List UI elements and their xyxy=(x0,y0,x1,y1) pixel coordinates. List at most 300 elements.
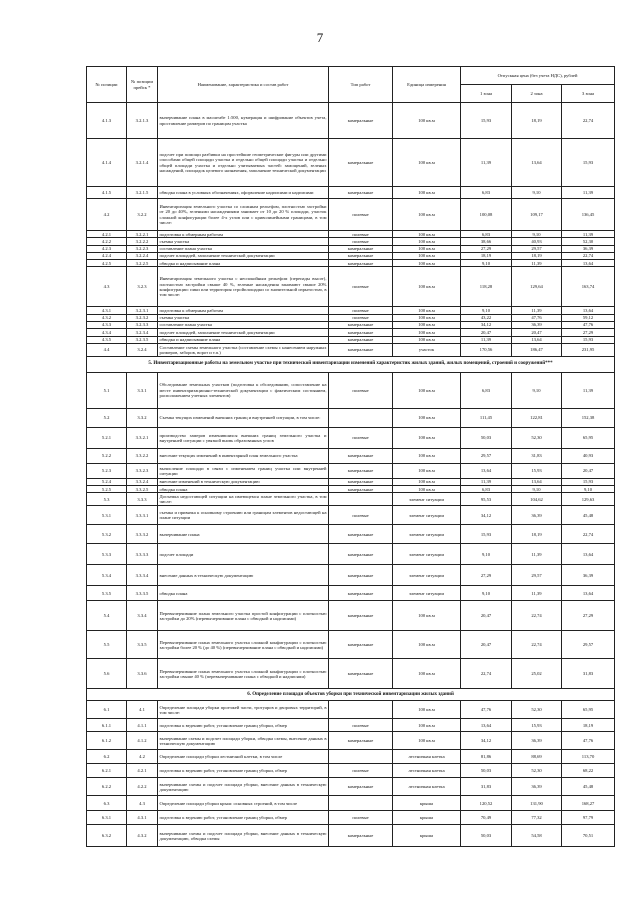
work-description-cell: внесение данных в техническую документацию xyxy=(158,565,329,586)
zone-3-price-cell: 65,95 xyxy=(562,427,615,448)
table-row xyxy=(87,260,615,267)
position-number-cell: 6.1.2 xyxy=(87,732,127,750)
work-type-cell: камеральные xyxy=(329,544,393,565)
unit-cell: элемент ситуации xyxy=(393,565,461,586)
zone-2-price-cell: 9,10 xyxy=(512,486,562,493)
position-number-cell: 6.1.1 xyxy=(87,719,127,732)
table-row xyxy=(87,245,615,252)
position-number-cell: 4.4 xyxy=(87,343,127,356)
position-number-cell: 4.3.5 xyxy=(87,336,127,343)
position-number-cell: 5.3.2 xyxy=(87,525,127,544)
table-row xyxy=(87,659,615,689)
work-type-cell: камеральные xyxy=(329,659,393,689)
work-description-cell: Обследование земельных участков (подготовка к обследованию, сопоставление на месте инвентаризационно-технической документации с фактическим состоянием, расположением учетных элементов) xyxy=(158,372,329,408)
unit-cell: 100 кв.м xyxy=(393,732,461,750)
work-description-cell: подготовка к обмерным работам xyxy=(158,231,329,238)
work-description-cell: Определение площади уборки крыш: основных строений, в том числе xyxy=(158,796,329,811)
work-description-cell: съемка и привязка к основному строению или границам элементов недостающей на плане ситуации xyxy=(158,506,329,525)
zone-2-price-cell: 15,93 xyxy=(512,719,562,732)
table-row xyxy=(87,307,615,314)
unit-cell: 100 кв.м xyxy=(393,245,461,252)
zone-1-price-cell: 13,64 xyxy=(461,719,512,732)
work-type-cell: камеральные xyxy=(329,321,393,328)
work-description-cell: Инвентаризация земельного участка со сложным рельефом, плотностью застройки от 20 до 40%, зелеными насаждениями занимает от 10 до 20 % площади, участок сложной конфигурации более 4-х углов или с криволинейными границами, в том числе: xyxy=(158,199,329,231)
unit-cell: 100 кв.м xyxy=(393,427,461,448)
work-description-cell: подготовка к обмерным работам xyxy=(158,307,329,314)
unit-cell: лестничная клетка xyxy=(393,764,461,778)
zone-2-price-cell: 18,19 xyxy=(512,525,562,544)
work-type-cell: камеральные xyxy=(329,260,393,267)
work-type-cell: полевые xyxy=(329,719,393,732)
unit-cell: 100 кв.м xyxy=(393,631,461,659)
zone-1-price-cell: 50,03 xyxy=(461,427,512,448)
work-type-cell: камеральные xyxy=(329,336,393,343)
work-type-cell: камеральные xyxy=(329,103,393,139)
price-list-position-cell: 4.2.1 xyxy=(127,764,158,778)
price-list-position-cell: 3.2.3.4 xyxy=(127,329,158,336)
zone-1-price-cell: 20,47 xyxy=(461,601,512,631)
work-description-cell: подсчет площадей, заполнение технической документации xyxy=(158,329,329,336)
work-description-cell: Досъемка недостающей ситуации на имеющемся плане земельного участка, в том числе: xyxy=(159,494,327,505)
table-row xyxy=(87,199,615,231)
price-list-position-cell: 3.3.3.3 xyxy=(127,544,158,565)
zone-1-price-cell: 18,19 xyxy=(461,252,512,259)
work-type-cell: камеральные xyxy=(329,245,393,252)
work-description-cell: производство замеров изменившихся внешних границ земельного участка и внутренней ситуации с увязкой вновь образованных углов xyxy=(158,427,329,448)
price-list-position-cell: 3.3.3.4 xyxy=(127,565,158,586)
work-description-cell: составление плана участка xyxy=(158,245,329,252)
zone-3-price-cell: 27,29 xyxy=(562,601,615,631)
work-type-cell: камеральные xyxy=(329,825,393,847)
price-list-position-cell: 3.3.2.2 xyxy=(127,448,158,463)
position-number-cell: 5.3.3 xyxy=(87,544,127,565)
position-number-cell: 5.5 xyxy=(87,631,127,659)
work-type-cell xyxy=(329,750,393,764)
unit-cell: элемент ситуации xyxy=(393,493,461,506)
table-row xyxy=(87,103,615,139)
zone-1-price-cell: 34,12 xyxy=(461,732,512,750)
position-number-cell: 5.6 xyxy=(87,659,127,689)
header-unit: Единица измерения xyxy=(393,67,461,103)
table-row xyxy=(87,231,615,238)
unit-cell: 100 кв.м xyxy=(393,103,461,139)
zone-1-price-cell: 170,56 xyxy=(461,343,512,356)
unit-cell: 100 кв.м xyxy=(393,321,461,328)
work-type-cell: полевые xyxy=(329,811,393,825)
zone-3-price-cell: 168,27 xyxy=(562,796,615,811)
position-number-cell: 5.2.2 xyxy=(87,448,127,463)
price-list-position-cell: 4.3 xyxy=(127,796,158,811)
position-number-cell: 5.1 xyxy=(87,372,127,408)
position-number-cell: 6.2.2 xyxy=(87,778,127,796)
table-row xyxy=(87,544,615,565)
zone-3-price-cell: 22,74 xyxy=(562,252,615,259)
zone-3-price-cell: 13,64 xyxy=(562,586,615,601)
zone-3-price-cell: 22,74 xyxy=(562,103,615,139)
work-description-cell: Инвентаризация земельного участка с неспокойным рельефом (перепады высот), плотностью застройки свыше 40 %, зеленые насаждения занимают свыше 20% конфигурации: пики или территория стройплощадки со значительной изрытостью, в том числе: xyxy=(158,267,329,307)
table-row xyxy=(87,321,615,328)
position-number-cell: 4.3.3 xyxy=(87,321,127,328)
unit-cell: 100 кв.м xyxy=(393,139,461,187)
price-list-position-cell: 3.3.2.1 xyxy=(127,427,158,448)
work-type-cell: камеральные xyxy=(329,187,393,199)
work-type-cell: камеральные xyxy=(329,463,393,478)
position-number-cell: 6.2 xyxy=(87,750,127,764)
work-description-cell: обводка плана в условных обозначениях, оформление надписями и надписями xyxy=(158,187,329,199)
price-list-position-cell: 3.2.2.1 xyxy=(127,231,158,238)
work-type-cell: камеральные xyxy=(329,586,393,601)
unit-cell: крыша xyxy=(393,811,461,825)
price-list-position-cell: 3.3.2 xyxy=(127,408,158,427)
work-description-cell: обводка и надписывание плана xyxy=(158,260,329,267)
table-row xyxy=(87,525,615,544)
table-row xyxy=(87,427,615,448)
work-description-cell: обводка плана xyxy=(158,586,329,601)
work-type-cell: полевые xyxy=(329,372,393,408)
position-number-cell: 4.3.1 xyxy=(87,307,127,314)
zone-3-price-cell: 45,48 xyxy=(562,506,615,525)
price-list-position-cell: 3.3.4 xyxy=(127,601,158,631)
zone-3-price-cell: 15,93 xyxy=(562,336,615,343)
price-list-position-cell: 3.3.2.3 xyxy=(127,463,158,478)
work-description-cell: Перевычерчивание плана земельного участка сложной конфигурации с плотностью застройки свыше 40 % (перевычерчивание плана с обводкой и надписями) xyxy=(158,659,329,689)
work-type-cell: камеральные xyxy=(329,732,393,750)
work-description-cell: вычисление площади в связи с изменением границ участка или внутренней ситуации xyxy=(158,463,329,478)
zone-3-price-cell: 65,95 xyxy=(562,701,615,719)
unit-cell: крыша xyxy=(393,825,461,847)
unit-cell: 100 кв.м xyxy=(393,659,461,689)
zone-3-price-cell: 129,63 xyxy=(562,493,615,506)
price-list-position-cell: 3.3.3 xyxy=(127,493,158,506)
position-number-cell: 6.3 xyxy=(87,796,127,811)
zone-2-price-cell: 47,76 xyxy=(512,314,562,321)
position-number-cell: 4.3.2 xyxy=(87,314,127,321)
zone-2-price-cell: 9,10 xyxy=(512,372,562,408)
zone-3-price-cell: 163,74 xyxy=(562,267,615,307)
zone-3-price-cell: 45,48 xyxy=(562,778,615,796)
work-type-cell: полевые xyxy=(329,267,393,307)
position-number-cell: 5.2.5 xyxy=(87,486,127,493)
price-list-position-cell: 3.2.1.5 xyxy=(127,187,158,199)
unit-cell: 100 кв.м xyxy=(393,307,461,314)
zone-3-price-cell: 11,39 xyxy=(562,372,615,408)
work-description-cell: Определение площади уборки проезжей части, тротуаров и дворовых территорий, в том числе: xyxy=(158,701,329,719)
zone-1-price-cell: 50,03 xyxy=(461,825,512,847)
position-number-cell: 4.3.4 xyxy=(87,329,127,336)
price-list-position-cell: 3.2.3.5 xyxy=(127,336,158,343)
zone-2-price-cell: 20,47 xyxy=(512,329,562,336)
zone-2-price-cell: 11,39 xyxy=(512,307,562,314)
unit-cell: элемент ситуации xyxy=(393,544,461,565)
zone-1-price-cell: 81,86 xyxy=(461,750,512,764)
price-table xyxy=(86,66,615,847)
zone-2-price-cell: 54,58 xyxy=(512,825,562,847)
zone-1-price-cell: 11,39 xyxy=(461,139,512,187)
zone-1-price-cell: 11,39 xyxy=(461,478,512,485)
zone-2-price-cell: 52,30 xyxy=(512,701,562,719)
table-row xyxy=(87,750,615,764)
zone-1-price-cell: 111,45 xyxy=(461,408,512,427)
zone-1-price-cell: 47,76 xyxy=(461,701,512,719)
position-number-cell: 6.3.1 xyxy=(87,811,127,825)
table-row xyxy=(87,825,615,847)
table-row xyxy=(87,343,615,356)
table-row xyxy=(87,764,615,778)
position-number-cell: 4.1.5 xyxy=(87,187,127,199)
work-description-cell: Составление схемы земельного участка (составление схемы с нанесением наружных размеров, заборов, ворот и т.п.) xyxy=(159,344,327,355)
work-type-cell xyxy=(329,493,393,506)
unit-cell: 100 кв.м xyxy=(393,267,461,307)
zone-2-price-cell: 29,57 xyxy=(512,565,562,586)
unit-cell: 100 кв.м xyxy=(393,463,461,478)
work-description-cell: Перевычерчивание плана земельного участка простой конфигурации с плотностью застройки до 20% (перевычерчивание плана с обводкой и надписями) xyxy=(158,601,329,631)
zone-1-price-cell: 6,83 xyxy=(461,231,512,238)
work-type-cell: полевые xyxy=(329,427,393,448)
work-type-cell: полевые xyxy=(329,307,393,314)
price-list-position-cell: 3.3.3.2 xyxy=(127,525,158,544)
zone-3-price-cell: 52,30 xyxy=(562,238,615,245)
zone-3-price-cell: 231,95 xyxy=(562,343,615,356)
position-number-cell: 5.2.4 xyxy=(87,478,127,485)
work-type-cell: полевые xyxy=(329,314,393,321)
work-description-cell: съемка участка xyxy=(158,238,329,245)
section-header-row xyxy=(87,689,615,701)
unit-cell: 100 кв.м xyxy=(393,701,461,719)
unit-cell: элемент ситуации xyxy=(393,586,461,601)
table-row xyxy=(87,267,615,307)
position-number-cell: 5.2 xyxy=(87,408,127,427)
price-list-position-cell: 4.3.2 xyxy=(127,825,158,847)
price-list-position-cell: 3.3.1 xyxy=(127,372,158,408)
price-list-position-cell: 3.3.3.5 xyxy=(127,586,158,601)
zone-2-price-cell: 18,19 xyxy=(512,103,562,139)
table-row xyxy=(87,448,615,463)
zone-2-price-cell: 11,39 xyxy=(512,544,562,565)
work-description-cell: внесение текущих изменений в инвентарный план земельного участка xyxy=(158,448,329,463)
position-number-cell: 6.1 xyxy=(87,701,127,719)
zone-1-price-cell: 15,93 xyxy=(461,525,512,544)
table-row xyxy=(87,463,615,478)
table-row xyxy=(87,187,615,199)
work-type-cell: камеральные xyxy=(329,565,393,586)
zone-1-price-cell: 34,12 xyxy=(461,506,512,525)
unit-cell: 100 кв.м xyxy=(393,199,461,231)
unit-cell: лестничная клетка xyxy=(393,750,461,764)
work-type-cell xyxy=(329,701,393,719)
table-body xyxy=(87,103,615,847)
table-row xyxy=(87,372,615,408)
zone-3-price-cell: 68,22 xyxy=(562,764,615,778)
table-row xyxy=(87,139,615,187)
zone-3-price-cell: 22,74 xyxy=(562,525,615,544)
zone-1-price-cell: 34,12 xyxy=(461,321,512,328)
zone-2-price-cell: 36,39 xyxy=(512,732,562,750)
zone-3-price-cell: 59,12 xyxy=(562,314,615,321)
zone-3-price-cell: 31,83 xyxy=(562,659,615,689)
zone-3-price-cell: 136,45 xyxy=(562,199,615,231)
unit-cell: 100 кв.м xyxy=(393,329,461,336)
work-type-cell: камеральные xyxy=(329,631,393,659)
zone-3-price-cell: 36,39 xyxy=(562,565,615,586)
header-zone-3: 3 зона xyxy=(562,85,615,103)
unit-cell: 100 кв.м xyxy=(393,478,461,485)
section-header-row xyxy=(87,356,615,372)
work-type-cell: полевые xyxy=(329,199,393,231)
zone-1-price-cell: 11,39 xyxy=(461,336,512,343)
position-number-cell: 4.2.2 xyxy=(87,238,127,245)
price-list-position-cell: 4.3.1 xyxy=(127,811,158,825)
unit-cell: 100 кв.м xyxy=(393,448,461,463)
price-list-position-cell: 3.2.3 xyxy=(127,267,158,307)
position-number-cell: 4.1.3 xyxy=(87,103,127,139)
work-type-cell: камеральные xyxy=(329,448,393,463)
unit-cell: 100 кв.м xyxy=(393,601,461,631)
zone-1-price-cell: 43,22 xyxy=(461,314,512,321)
zone-2-price-cell: 52,30 xyxy=(512,427,562,448)
zone-2-price-cell: 131,90 xyxy=(512,796,562,811)
zone-1-price-cell: 9,10 xyxy=(461,544,512,565)
price-list-position-cell: 3.2.3.1 xyxy=(127,307,158,314)
work-description-cell: обводка и надписывание плана xyxy=(158,336,329,343)
unit-cell: 100 кв.м xyxy=(393,260,461,267)
header-price-list-position: № позиции прейск * xyxy=(127,67,158,103)
zone-1-price-cell: 118,28 xyxy=(461,267,512,307)
table-row xyxy=(87,601,615,631)
unit-cell: 100 кв.м xyxy=(393,336,461,343)
zone-2-price-cell: 22,74 xyxy=(512,631,562,659)
zone-3-price-cell: 29,57 xyxy=(562,631,615,659)
zone-2-price-cell: 36,39 xyxy=(512,778,562,796)
work-type-cell: полевые xyxy=(329,506,393,525)
zone-3-price-cell: 15,93 xyxy=(562,139,615,187)
header-price-group: Отпускная цена (без учета НДС), рублей xyxy=(461,67,615,85)
work-description-cell: вычерчивание плана в масштабе 1:500, нумерация и шифрование объектов учета, проставление размеров по границам участка xyxy=(158,103,329,139)
header-position-number: № позиции xyxy=(87,67,127,103)
zone-1-price-cell: 70,49 xyxy=(461,811,512,825)
table-row xyxy=(87,778,615,796)
zone-2-price-cell: 77,32 xyxy=(512,811,562,825)
table-row xyxy=(87,631,615,659)
unit-cell: 100 кв.м xyxy=(393,372,461,408)
work-type-cell: полевые xyxy=(329,764,393,778)
position-number-cell: 5.2.1 xyxy=(87,427,127,448)
position-number-cell: 5.3.1 xyxy=(87,506,127,525)
price-list-position-cell: 3.3.5 xyxy=(127,631,158,659)
work-description-cell: подсчет при помощи разбивки на простейшие геометрические фигуры или другими способами общей площади участка и отдельно общей площади участка и отдельно общей площади участка и отдельно учитываемых частей: замощений, зеленых насаждений, площадок целевого назначения, заполнение технической документации xyxy=(158,139,329,187)
zone-2-price-cell: 109,17 xyxy=(512,199,562,231)
position-number-cell: 5.3.5 xyxy=(87,586,127,601)
price-list-position-cell: 3.2.2.4 xyxy=(127,252,158,259)
zone-2-price-cell: 36,39 xyxy=(512,321,562,328)
zone-3-price-cell: 97,79 xyxy=(562,811,615,825)
position-number-cell: 4.1.4 xyxy=(87,139,127,187)
unit-cell: 100 кв.м xyxy=(393,408,461,427)
table-row xyxy=(87,408,615,427)
zone-3-price-cell: 13,64 xyxy=(562,307,615,314)
zone-2-price-cell: 88,69 xyxy=(512,750,562,764)
zone-2-price-cell: 29,57 xyxy=(512,245,562,252)
position-number-cell: 5.3 xyxy=(87,493,127,506)
price-list-position-cell: 3.2.3.3 xyxy=(127,321,158,328)
table-row xyxy=(87,796,615,811)
zone-1-price-cell: 22,74 xyxy=(461,659,512,689)
table-row xyxy=(87,329,615,336)
zone-2-price-cell: 9,10 xyxy=(512,187,562,199)
zone-2-price-cell: 9,10 xyxy=(512,231,562,238)
position-number-cell: 4.3 xyxy=(87,267,127,307)
table-row xyxy=(87,478,615,485)
zone-2-price-cell: 122,81 xyxy=(512,408,562,427)
table-row xyxy=(87,506,615,525)
work-description-cell: подготовка к ведению работ, установление границ уборки, обмер xyxy=(158,719,329,732)
work-description-cell: вычерчивание схемы и подсчет площади уборки, внесение данных в техническую документацию, обводка схемы xyxy=(158,825,329,847)
work-type-cell: камеральные xyxy=(329,139,393,187)
price-list-position-cell: 3.2.1.4 xyxy=(127,139,158,187)
work-description-cell: вычерчивание плана xyxy=(158,525,329,544)
unit-cell: 100 кв.м xyxy=(393,314,461,321)
unit-cell: 100 кв.м xyxy=(393,238,461,245)
zone-1-price-cell: 15,93 xyxy=(461,103,512,139)
position-number-cell: 4.2.5 xyxy=(87,260,127,267)
work-type-cell: камеральные xyxy=(329,343,393,356)
unit-cell: крыша xyxy=(393,796,461,811)
work-description-cell: подсчет площадей, заполнение технической документации xyxy=(158,252,329,259)
price-list-position-cell: 4.1.1 xyxy=(127,719,158,732)
table-row xyxy=(87,314,615,321)
zone-2-price-cell: 40,93 xyxy=(512,238,562,245)
zone-3-price-cell: 11,39 xyxy=(562,187,615,199)
unit-cell: 100 кв.м xyxy=(393,187,461,199)
zone-1-price-cell: 6,83 xyxy=(461,486,512,493)
unit-cell: элемент ситуации xyxy=(393,506,461,525)
zone-1-price-cell: 95,53 xyxy=(461,493,512,506)
zone-3-price-cell: 13,64 xyxy=(562,260,615,267)
zone-3-price-cell: 47,76 xyxy=(562,321,615,328)
zone-2-price-cell: 13,64 xyxy=(512,478,562,485)
table-row xyxy=(87,719,615,732)
price-list-position-cell: 3.2.2.3 xyxy=(127,245,158,252)
work-type-cell xyxy=(329,408,393,427)
zone-1-price-cell: 50,03 xyxy=(461,764,512,778)
price-list-position-cell: 3.2.4 xyxy=(127,343,158,356)
work-type-cell: полевые xyxy=(329,231,393,238)
price-list-position-cell: 3.3.2.4 xyxy=(127,478,158,485)
zone-2-price-cell: 31,83 xyxy=(512,448,562,463)
section-title: 5. Инвентаризационные работы на земельном участке при технической инвентаризации изменений характеристик жилых зданий, жилых помещений, строений и сооружений*** xyxy=(87,356,615,372)
zone-2-price-cell: 104,62 xyxy=(512,493,562,506)
position-number-cell: 6.2.1 xyxy=(87,764,127,778)
price-list-position-cell: 4.2 xyxy=(127,750,158,764)
work-type-cell: полевые xyxy=(329,238,393,245)
zone-3-price-cell: 9,10 xyxy=(562,486,615,493)
zone-1-price-cell: 9,10 xyxy=(461,260,512,267)
table-row xyxy=(87,565,615,586)
header-work-type: Тип работ xyxy=(329,67,393,103)
price-list-position-cell: 3.3.3.1 xyxy=(127,506,158,525)
work-type-cell: камеральные xyxy=(329,601,393,631)
work-description-cell: внесение изменений в техническую документацию xyxy=(158,478,329,485)
work-description-cell: Определение площади уборки лестничной клетки, в том числе xyxy=(158,750,329,764)
work-description-cell: вычерчивание схемы и подсчет площади уборки, внесение данных в техническую документацию xyxy=(158,778,329,796)
unit-cell: лестничная клетка xyxy=(393,778,461,796)
unit-cell: участок xyxy=(393,343,461,356)
unit-cell: элемент ситуации xyxy=(393,525,461,544)
table-row xyxy=(87,486,615,493)
work-description-cell: составление плана участка xyxy=(158,321,329,328)
zone-1-price-cell: 9,10 xyxy=(461,307,512,314)
zone-3-price-cell: 27,29 xyxy=(562,329,615,336)
zone-1-price-cell: 27,29 xyxy=(461,565,512,586)
